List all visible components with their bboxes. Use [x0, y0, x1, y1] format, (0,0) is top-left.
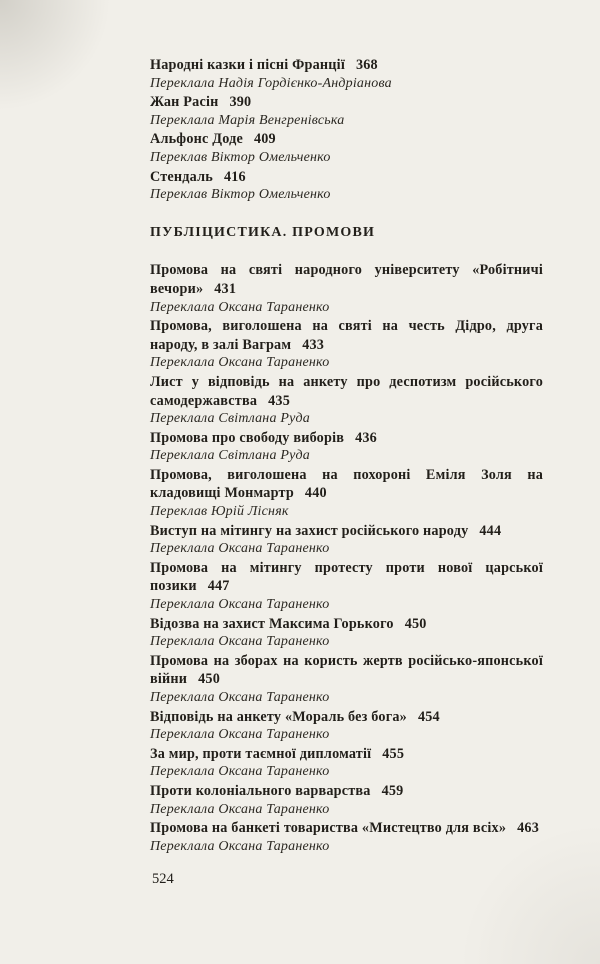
- entry-title: Промова, виголошена на похороні Еміля Золя на кладовищі Монмартр: [150, 466, 543, 502]
- toc-entry: [150, 745, 543, 764]
- toc-entry: [150, 429, 543, 448]
- entry-title: Альфонс Доде: [150, 131, 243, 148]
- toc-entries-main: [150, 261, 543, 856]
- toc-entry: [150, 522, 543, 541]
- entry-title: Відозва на захист Максима Горького: [150, 615, 394, 632]
- entry-page-ref: 444: [479, 522, 502, 539]
- entry-translator: Переклала Оксана Тараненко: [150, 764, 330, 780]
- entry-translator: Переклала Оксана Тараненко: [150, 690, 330, 705]
- toc-entries-top: [150, 56, 543, 205]
- toc-entry: [150, 652, 543, 689]
- entry-translator: Переклала Надія Гордієнко-Андріанова: [150, 75, 392, 91]
- entry-translator: Переклала Оксана Тараненко: [150, 634, 330, 650]
- entry-translator: Переклала Марія Венгренівська: [150, 112, 345, 128]
- entry-translator: Переклав Віктор Омельченко: [150, 187, 331, 203]
- entry-page-ref: 416: [223, 168, 246, 185]
- entry-translator: Переклала Світлана Руда: [150, 411, 310, 427]
- entry-translator: Переклав Віктор Омельченко: [150, 149, 331, 165]
- entry-title: Промова на святі народного університету «Робітничі вечори»: [150, 262, 543, 297]
- entry-translator: Переклала Світлана Руда: [150, 448, 310, 464]
- toc-text-block: [150, 56, 543, 856]
- entry-title: Виступ на мітингу на захист російського народу: [150, 522, 469, 539]
- entry-page-ref: 447: [207, 578, 230, 595]
- entry-title: За мир, проти таємної дипломатії: [150, 745, 372, 762]
- entry-page-ref: 409: [253, 131, 276, 148]
- entry-page-ref: 459: [381, 782, 404, 799]
- entry-page-ref: 433: [302, 336, 325, 353]
- entry-title: Жан Расін: [150, 94, 219, 111]
- entry-translator: Переклала Оксана Тараненко: [150, 541, 330, 557]
- entry-page-ref: 436: [355, 429, 377, 446]
- entry-translator: Переклала Оксана Тараненко: [150, 355, 330, 371]
- toc-entry: [150, 168, 543, 187]
- entry-page-ref: 450: [198, 671, 221, 688]
- entry-page-ref: 450: [404, 615, 427, 632]
- entry-page-ref: 435: [268, 392, 291, 409]
- entry-title: Промова на мітингу протесту проти нової царської позики: [150, 559, 543, 595]
- entry-page-ref: 431: [214, 280, 237, 297]
- entry-page-ref: 390: [229, 94, 252, 111]
- entry-title: Промова на банкеті товариства «Мистецтво для всіх»: [150, 820, 507, 837]
- entry-page-ref: 455: [382, 745, 405, 762]
- entry-page-ref: 463: [517, 820, 540, 837]
- page-number: 524: [152, 871, 174, 887]
- entry-translator: Переклала Оксана Тараненко: [150, 597, 330, 613]
- entry-title: Народні казки і пісні Франції: [150, 57, 345, 73]
- toc-entry: [150, 93, 543, 112]
- entry-title: Промова, виголошена на святі на честь Дідро, друга народу, в залі Ваграм: [150, 318, 543, 353]
- toc-entry: [150, 615, 543, 634]
- entry-translator: Переклала Оксана Тараненко: [150, 727, 330, 743]
- toc-entry: [150, 130, 543, 149]
- entry-title: Лист у відповідь на анкету про деспотизм російського самодержавства: [150, 373, 543, 409]
- toc-entry: [150, 56, 543, 75]
- entry-title: Проти колоніального варварства: [150, 782, 371, 799]
- entry-page-ref: 440: [304, 485, 327, 502]
- toc-entry: [150, 559, 543, 596]
- toc-entry: [150, 708, 543, 727]
- toc-entry: [150, 373, 543, 410]
- toc-entry: [150, 819, 543, 838]
- toc-entry: [150, 466, 543, 503]
- entry-translator: Переклав Юрій Лісняк: [150, 504, 289, 520]
- entry-title: Відповідь на анкету «Мораль без бога»: [150, 708, 407, 725]
- entry-translator: Переклала Оксана Тараненко: [150, 299, 330, 315]
- section-header: ПУБЛІЦИСТИКА. ПРОМОВИ: [150, 224, 376, 240]
- entry-title: Промова про свободу виборів: [150, 429, 345, 446]
- entry-title: Стендаль: [150, 168, 213, 185]
- entry-translator: Переклала Оксана Тараненко: [150, 801, 330, 817]
- entry-page-ref: 454: [417, 708, 440, 725]
- toc-entry: [150, 261, 543, 298]
- entry-page-ref: 368: [355, 57, 378, 73]
- entry-title: Промова на зборах на користь жертв російсько-японської війни: [150, 652, 543, 688]
- entry-translator: Переклала Оксана Тараненко: [150, 838, 330, 854]
- toc-entry: [150, 782, 543, 801]
- toc-entry: [150, 317, 543, 354]
